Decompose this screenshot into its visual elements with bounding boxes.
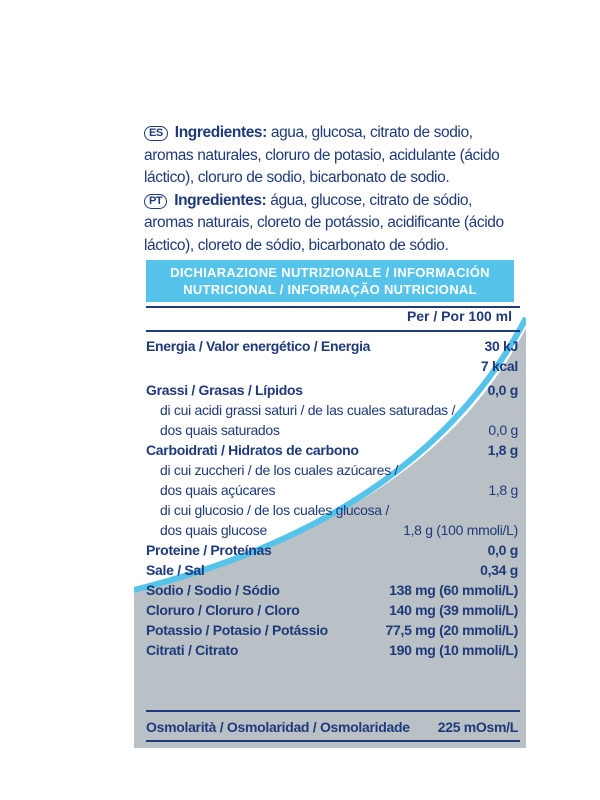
ingredients-text-es: agua, glucosa, citrato de sodio, aromas naturales, cloruro de potasio, acidulante (ácido láctico), cloruro de sodio, bicarbonato de sodio. <box>144 124 500 186</box>
column-header: Per / Por 100 ml <box>406 308 512 324</box>
row-value: 0,0 g <box>487 382 518 398</box>
ingredients-label-es: Ingredientes: <box>174 124 267 141</box>
row-value: 0,0 g <box>488 422 518 438</box>
nutrition-rows <box>146 336 518 660</box>
row-name: Grassi / Grasas / Lípidos <box>146 382 303 398</box>
row-name: di cui acidi grassi saturi / de las cuales saturadas / <box>160 402 456 418</box>
row-name: dos quais glucose <box>160 522 267 538</box>
table-row <box>146 500 518 520</box>
table-row <box>146 620 518 640</box>
row-name: Potassio / Potasio / Potássio <box>146 622 328 638</box>
table-row <box>146 420 518 440</box>
footer-rule-top <box>146 710 520 712</box>
row-name: Sodio / Sodio / Sódio <box>146 582 280 598</box>
table-row <box>146 540 518 560</box>
row-value: 140 mg (39 mmoli/L) <box>389 602 518 618</box>
footer-rule-bottom <box>146 740 520 742</box>
nutrition-label-panel <box>134 118 526 748</box>
table-row <box>146 640 518 660</box>
row-value: 190 mg (10 mmoli/L) <box>389 642 518 658</box>
row-name: Proteine / Proteínas <box>146 542 272 558</box>
ingredients-es <box>144 122 522 190</box>
table-row <box>146 520 518 540</box>
osmolarity-row <box>146 719 518 735</box>
row-value: 1,8 g <box>487 442 518 458</box>
table-row <box>146 400 518 420</box>
row-value: 0,34 g <box>480 562 518 578</box>
table-row <box>146 380 518 400</box>
row-name: dos quais açúcares <box>160 482 276 498</box>
row-name: Cloruro / Cloruro / Cloro <box>146 602 300 618</box>
language-badge-es: ES <box>144 126 168 141</box>
row-name: Citrati / Citrato <box>146 642 239 658</box>
language-badge-pt: PT <box>144 194 167 209</box>
table-row <box>146 580 518 600</box>
nutrition-header <box>146 260 514 302</box>
row-value: 0,0 g <box>487 542 518 558</box>
row-name: Energia / Valor energético / Energia <box>146 338 371 354</box>
nutrition-header-line1: DICHIARAZIONE NUTRIZIONALE / INFORMACIÓN <box>170 265 490 280</box>
ingredients-label-pt: Ingredientes: <box>174 191 267 209</box>
table-row <box>146 440 518 460</box>
row-value: 1,8 g <box>488 482 518 498</box>
header-rule <box>146 330 520 332</box>
osmolarity-value: 225 mOsm/L <box>437 719 518 735</box>
osmolarity-label: Osmolarità / Osmolaridad / Osmolaridade <box>146 719 410 735</box>
row-name: di cui zuccheri / de los cuales azúcares / <box>160 462 398 478</box>
row-value: 30 kJ <box>484 338 518 354</box>
row-value: 138 mg (60 mmoli/L) <box>389 582 518 598</box>
row-value: 77,5 mg (20 mmoli/L) <box>385 622 518 638</box>
table-row <box>146 336 518 356</box>
table-row <box>146 460 518 480</box>
row-name: dos quais saturados <box>160 422 280 438</box>
row-name: Carboidrati / Hidratos de carbono <box>146 442 359 458</box>
table-row <box>146 600 518 620</box>
row-value: 1,8 g (100 mmoli/L) <box>403 522 518 538</box>
ingredients-pt <box>144 190 522 258</box>
row-name: di cui glucosio / de los cuales glucosa / <box>160 502 389 518</box>
ingredients-section <box>144 122 522 257</box>
table-row <box>146 356 518 376</box>
nutrition-header-line2: NUTRICIONAL / INFORMAÇÃO NUTRICIONAL <box>183 282 477 297</box>
row-name: Sale / Sal <box>146 562 205 578</box>
table-row <box>146 560 518 580</box>
ingredients-text-pt: água, glucose, citrato de sódio, aromas naturais, cloreto de potássio, acidificante (ácido láctico), cloreto de sódio, bicarbonato de sódio. <box>144 191 504 254</box>
table-row <box>146 480 518 500</box>
row-value: 7 kcal <box>480 358 518 374</box>
